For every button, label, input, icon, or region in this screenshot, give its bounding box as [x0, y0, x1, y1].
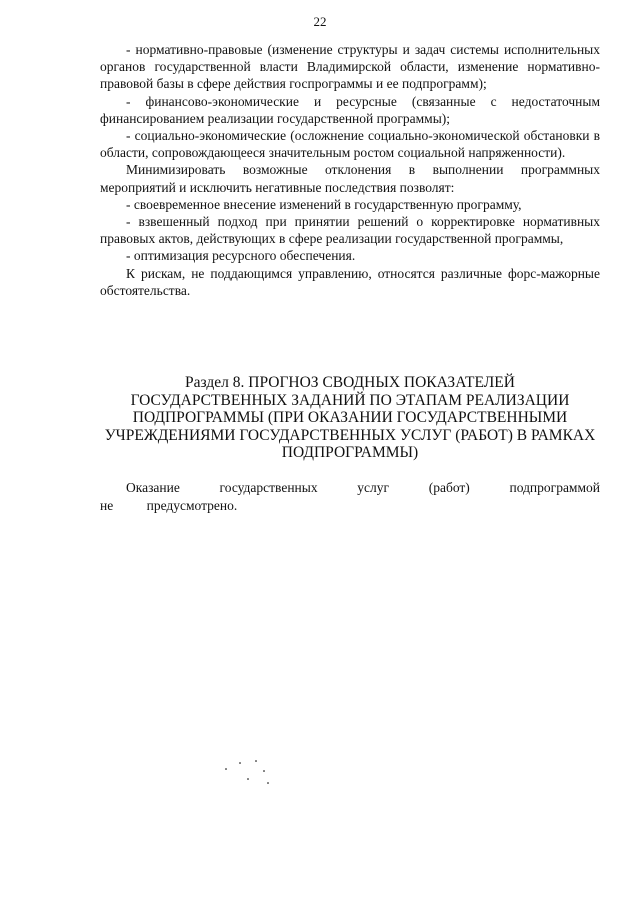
- risk-item-legal: - нормативно-правовые (изменение структуры и задач системы исполнительных органов государственной власти Владимирской области, изменение нормативно-правовой базы в сфере действия госпрограммы и ее подпрограмм);: [100, 42, 600, 92]
- section-8-text: [100, 479, 600, 514]
- force-majeure-paragraph: К рискам, не поддающимся управлению, относятся различные форс-мажорные обстоятельства.: [100, 265, 600, 298]
- section-8-heading: [100, 374, 600, 462]
- risk-item-social: - социально-экономические (осложнение социально-экономической обстановки в области, сопровождающееся значительным ростом социальной напряженности).: [100, 128, 600, 161]
- risks-section: [100, 41, 600, 299]
- services-paragraph-tail: предусмотрено.: [146, 497, 238, 513]
- services-paragraph: [100, 479, 600, 514]
- heading-line: ПОДПРОГРАММЫ): [281, 444, 419, 461]
- services-paragraph-main: Оказание государственных услуг (работ) подпрограммой не: [100, 480, 600, 513]
- heading-line: УЧРЕЖДЕНИЯМИ ГОСУДАРСТВЕННЫХ УСЛУГ (РАБОТ) В РАМКАХ: [104, 426, 596, 444]
- heading-line: ПОДПРОГРАММЫ (ПРИ ОКАЗАНИИ ГОСУДАРСТВЕННЫМИ: [132, 409, 568, 426]
- mitigation-item-changes: - своевременное внесение изменений в государственную программу,: [126, 196, 522, 212]
- heading-line: ГОСУДАРСТВЕННЫХ ЗАДАНИЙ ПО ЭТАПАМ РЕАЛИЗАЦИИ: [130, 391, 570, 409]
- risk-item-financial: - финансово-экономические и ресурсные (связанные с недостаточным финансированием реализации государственной программы);: [100, 93, 600, 126]
- page-number: 22: [313, 14, 327, 29]
- heading-line: Раздел 8. ПРОГНОЗ СВОДНЫХ ПОКАЗАТЕЛЕЙ: [185, 374, 515, 391]
- mitigation-item-resources: - оптимизация ресурсного обеспечения.: [126, 248, 356, 264]
- mitigation-item-approach: - взвешенный подход при принятии решений о корректировке нормативных правовых актов, действующих в сфере реализации государственной программы,: [100, 214, 600, 247]
- mitigation-intro: Минимизировать возможные отклонения в выполнении программных мероприятий и исключить негативные последствия позволят:: [100, 162, 600, 195]
